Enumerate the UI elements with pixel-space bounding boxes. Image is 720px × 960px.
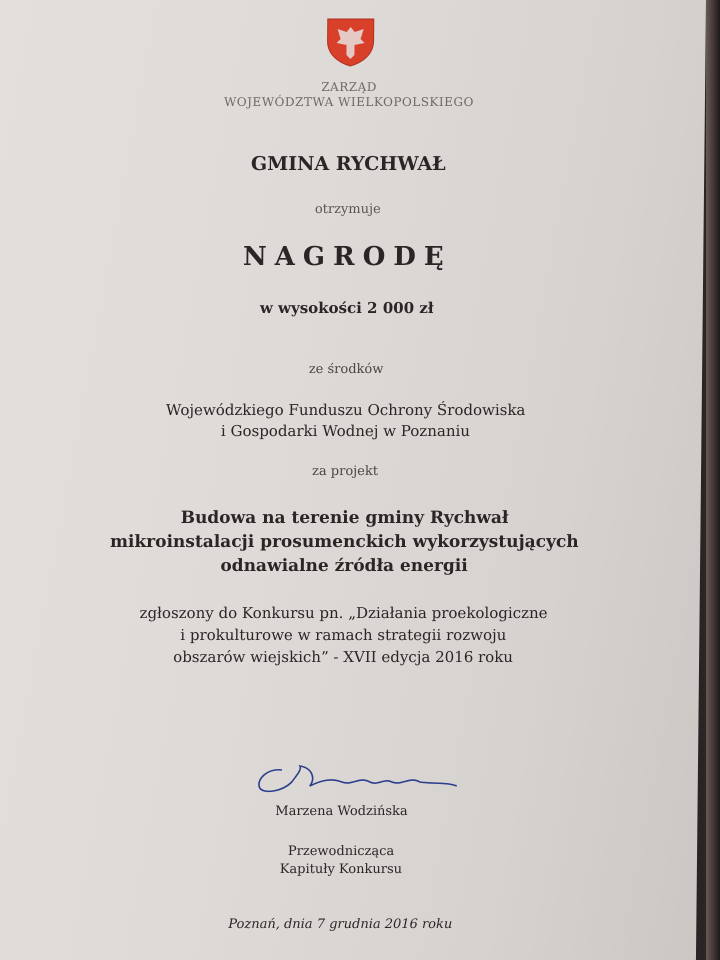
signature-image: [252, 758, 462, 798]
header-line-2: WOJEWÓDZTWA WIELKOPOLSKIEGO: [223, 95, 474, 109]
contest-line-3: obszarów wiejskich” - XVII edycja 2016 roku: [173, 648, 514, 666]
project-line-2: mikroinstalacji prosumenckich wykorzystujących: [109, 532, 579, 552]
background-edge: [706, 0, 720, 960]
coat-of-arms-icon: [325, 17, 376, 67]
recipient: GMINA RYCHWAŁ: [250, 153, 446, 175]
award-amount: w wysokości 2 000 zł: [259, 299, 434, 317]
place-date: Poznań, dnia 7 grudnia 2016 roku: [228, 917, 453, 932]
contest-line-2: i prokulturowe w ramach strategii rozwoju: [180, 626, 507, 644]
receives-label: otrzymuje: [314, 202, 381, 217]
award-title: NAGRODĘ: [242, 242, 452, 272]
signatory-role-1: Przewodnicząca: [287, 844, 395, 859]
project-line-3: odnawialne źródła energii: [220, 556, 468, 576]
signatory-role-2: Kapituły Konkursu: [279, 862, 403, 877]
for-label: za projekt: [312, 464, 379, 479]
project-line-1: Budowa na terenie gminy Rychwał: [180, 508, 509, 528]
from-label: ze środków: [308, 362, 384, 377]
signatory-name: Marzena Wodzińska: [275, 804, 408, 819]
header-line-1: ZARZĄD: [321, 80, 377, 94]
contest-line-1: zgłoszony do Konkursu pn. „Działania proekologiczne: [139, 604, 548, 622]
fund-line-2: i Gospodarki Wodnej w Poznaniu: [220, 422, 471, 440]
fund-line-1: Wojewódzkiego Funduszu Ochrony Środowiska: [165, 401, 526, 419]
